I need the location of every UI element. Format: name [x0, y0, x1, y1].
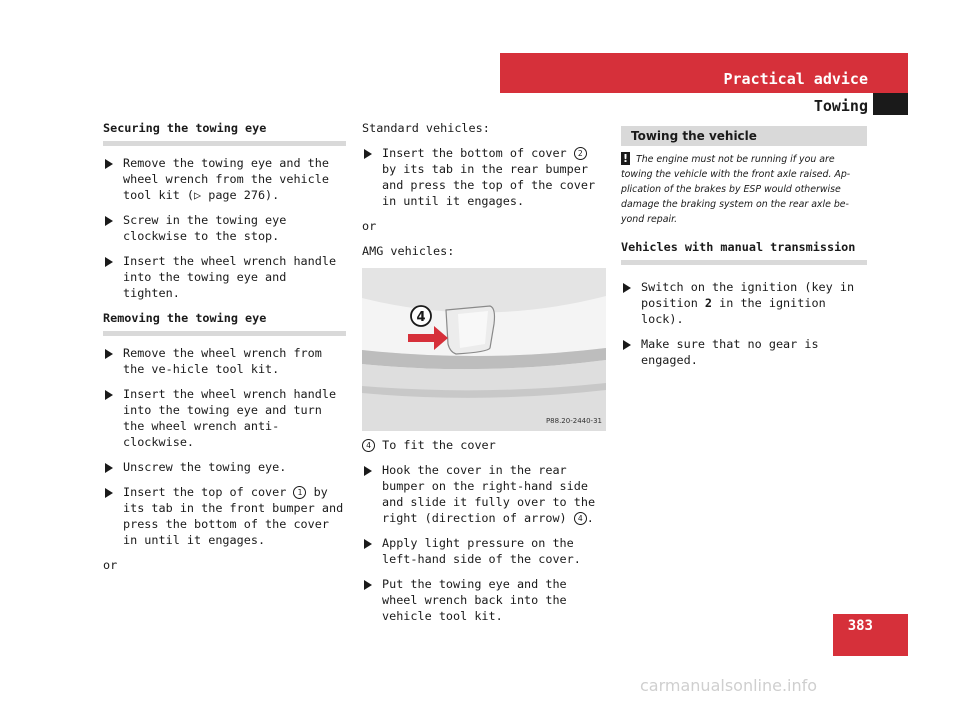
step-arrow-icon — [105, 463, 113, 473]
chapter-tab — [873, 93, 908, 115]
step-arrow-icon — [623, 340, 631, 350]
step-text: by its tab in the front bumper and press the bottom of the cover in until it engages. — [123, 485, 344, 547]
step-text: in the ignition lock). — [641, 296, 826, 326]
photo-caption — [362, 437, 606, 453]
heading-rule — [621, 260, 867, 265]
step-item — [621, 279, 867, 327]
callout-marker: 4 — [574, 512, 587, 525]
step-item — [103, 155, 346, 203]
photo-code: P88.20-2440-31 — [545, 417, 602, 425]
step-item — [103, 345, 346, 377]
step-item — [103, 212, 346, 244]
step-text: Unscrew the towing eye. — [123, 460, 287, 474]
or-text: or — [362, 219, 377, 233]
step-text: . — [586, 511, 594, 525]
caption-text: To fit the cover — [382, 438, 496, 452]
step-text: Hook the cover in the rear bumper on the right-hand side and slide it fully over to the right (direction of arrow) — [382, 463, 596, 525]
watermark: carmanualsonline.info — [640, 676, 818, 695]
step-arrow-icon — [105, 488, 113, 498]
step-item — [362, 576, 606, 624]
step-text: Insert the wheel wrench handle into the towing eye and turn the wheel wrench anti-clockwise. — [123, 387, 337, 449]
bumper-illustration — [362, 268, 606, 431]
amg-vehicles-label: AMG vehicles: — [362, 244, 455, 258]
step-item — [103, 386, 346, 450]
step-text: Put the towing eye and the wheel wrench back into the vehicle tool kit. — [382, 577, 567, 623]
callout-marker: 2 — [574, 147, 587, 160]
step-item — [362, 535, 606, 567]
standard-vehicles-label: Standard vehicles: — [362, 121, 490, 135]
step-arrow-icon — [364, 580, 372, 590]
step-arrow-icon — [105, 216, 113, 226]
step-text: Switch on the ignition (key in position — [641, 280, 855, 310]
step-item — [362, 462, 606, 526]
position-number: 2 — [704, 296, 713, 310]
step-arrow-icon — [105, 257, 113, 267]
step-item — [103, 459, 346, 475]
photo-callout-number: 4 — [416, 310, 426, 325]
warning-text: The engine must not be running if you are towing the vehicle with the front axle raised. Ap-plication of the brakes by ESP would otherwise damage the braking system on the rear axle be-yond repair. — [621, 154, 851, 225]
column-left — [103, 120, 346, 582]
heading-manual-transmission: Vehicles with manual transmission — [621, 240, 856, 254]
page-number: 383 — [847, 618, 873, 634]
heading-removing: Removing the towing eye — [103, 311, 267, 325]
step-text: Insert the top of cover — [123, 485, 294, 499]
step-arrow-icon — [105, 390, 113, 400]
step-text: Remove the towing eye and the wheel wrench from the vehicle tool kit (▷ page 276). — [123, 156, 329, 202]
step-text: Insert the bottom of cover — [382, 146, 574, 160]
bumper-cover-photo — [362, 268, 606, 431]
heading-rule — [103, 141, 346, 146]
heading-securing: Securing the towing eye — [103, 121, 267, 135]
warning-icon: ! — [622, 152, 629, 165]
heading-rule — [103, 331, 346, 336]
callout-marker: 1 — [293, 486, 306, 499]
chapter-title: Towing — [813, 97, 868, 115]
step-arrow-icon — [364, 466, 372, 476]
step-item — [621, 336, 867, 368]
step-text: Screw in the towing eye clockwise to the stop. — [123, 213, 287, 243]
step-text: by its tab in the rear bumper and press the top of the cover in until it engages. — [382, 162, 596, 208]
step-text: Apply light pressure on the left-hand side of the cover. — [382, 536, 581, 566]
column-middle — [362, 120, 606, 633]
towing-vehicle-box: Towing the vehicle — [621, 126, 867, 146]
step-arrow-icon — [364, 149, 372, 159]
step-text: Insert the wheel wrench handle into the towing eye and tighten. — [123, 254, 337, 300]
callout-marker: 4 — [362, 439, 375, 452]
section-title: Practical advice — [723, 70, 868, 88]
warning-note — [621, 152, 867, 227]
step-item — [362, 145, 606, 209]
step-text: Remove the wheel wrench from the ve-hicle tool kit. — [123, 346, 322, 376]
step-item — [103, 484, 346, 548]
column-right — [621, 126, 867, 377]
step-arrow-icon — [623, 283, 631, 293]
step-arrow-icon — [105, 349, 113, 359]
step-arrow-icon — [105, 159, 113, 169]
or-text: or — [103, 558, 118, 572]
step-text: Make sure that no gear is engaged. — [641, 337, 819, 367]
step-item — [103, 253, 346, 301]
step-arrow-icon — [364, 539, 372, 549]
